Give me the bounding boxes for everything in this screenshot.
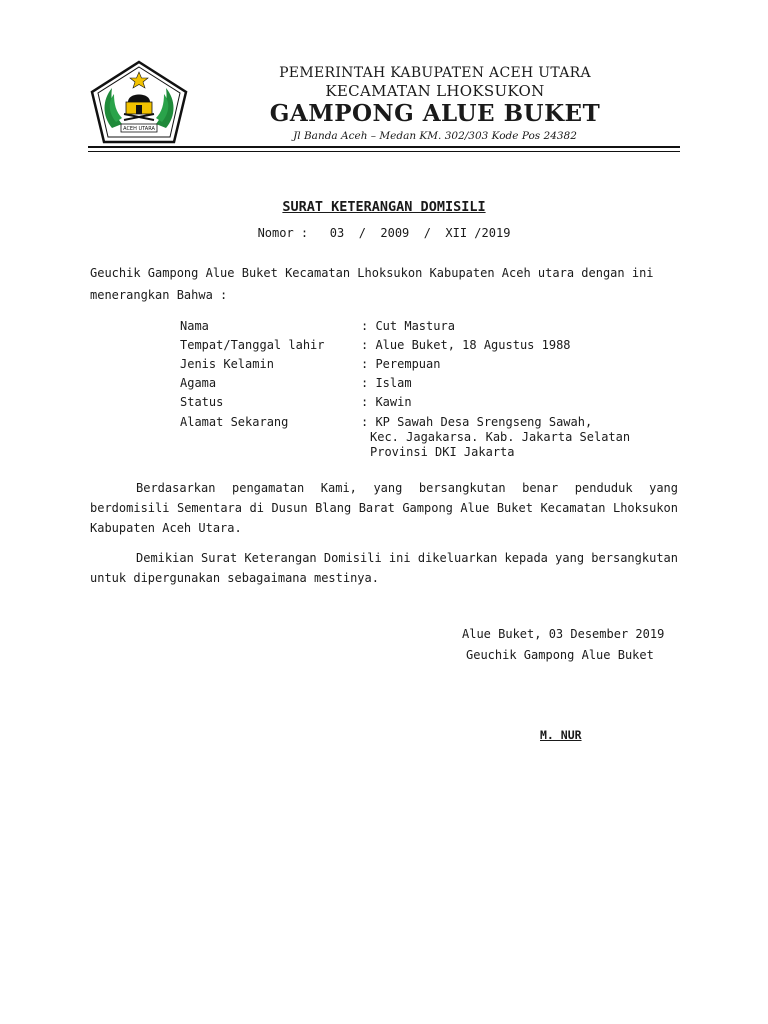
detail-value: : Alue Buket, 18 Agustus 1988	[361, 338, 571, 352]
detail-label: Alamat Sekarang	[180, 415, 289, 429]
detail-value: : KP Sawah Desa Srengseng Sawah,	[361, 415, 593, 429]
detail-label: Agama	[180, 376, 217, 390]
detail-value: : Kawin	[361, 395, 412, 409]
regency-logo-icon	[88, 58, 190, 146]
signature-position: Geuchik Gampong Alue Buket	[466, 648, 654, 662]
body-paragraph-1-text: Berdasarkan pengamatan Kami, yang bersangkutan benar penduduk yang berdomisili Sementara di Dusun Blang Barat Gampong Alue Buket Kecamatan Lhoksukon Kabupaten Aceh Utara.	[90, 481, 678, 535]
detail-value-line3: Provinsi DKI Jakarta	[370, 445, 515, 459]
detail-value: : Cut Mastura	[361, 319, 455, 333]
header-district: KECAMATAN LHOKSUKON	[325, 82, 545, 100]
header-rule-thin	[88, 151, 680, 152]
signatory-name: M. NUR	[540, 728, 582, 742]
detail-value: : Islam	[361, 376, 412, 390]
detail-value-line2: Kec. Jagakarsa. Kab. Jakarta Selatan	[370, 430, 631, 444]
logo-caption: ACEH UTARA	[123, 126, 155, 132]
letter-number: Nomor : 03 / 2009 / XII /2019	[257, 226, 511, 240]
header-government: PEMERINTAH KABUPATEN ACEH UTARA	[279, 65, 591, 81]
signature-place-date: Alue Buket, 03 Desember 2019	[462, 627, 665, 641]
body-paragraph-2-text: Demikian Surat Keterangan Domisili ini dikeluarkan kepada yang bersangkutan untuk dipergunakan sebagaimana mestinya.	[90, 551, 678, 585]
detail-label: Nama	[180, 319, 209, 333]
header-village: GAMPONG ALUE BUKET	[269, 100, 601, 127]
detail-label: Jenis Kelamin	[180, 357, 274, 371]
body-paragraph-1	[90, 478, 678, 538]
detail-label: Status	[180, 395, 224, 409]
detail-value: : Perempuan	[361, 357, 441, 371]
detail-label: Tempat/Tanggal lahir	[180, 338, 325, 352]
body-paragraph-2	[90, 548, 678, 588]
intro-paragraph: Geuchik Gampong Alue Buket Kecamatan Lhoksukon Kabupaten Aceh utara dengan ini menerangkan Bahwa :	[90, 266, 654, 302]
letter-title: SURAT KETERANGAN DOMISILI	[282, 199, 486, 215]
header-address: Jl Banda Aceh – Medan KM. 302/303 Kode Pos 24382	[293, 130, 577, 142]
header-rule-thick	[88, 146, 680, 148]
